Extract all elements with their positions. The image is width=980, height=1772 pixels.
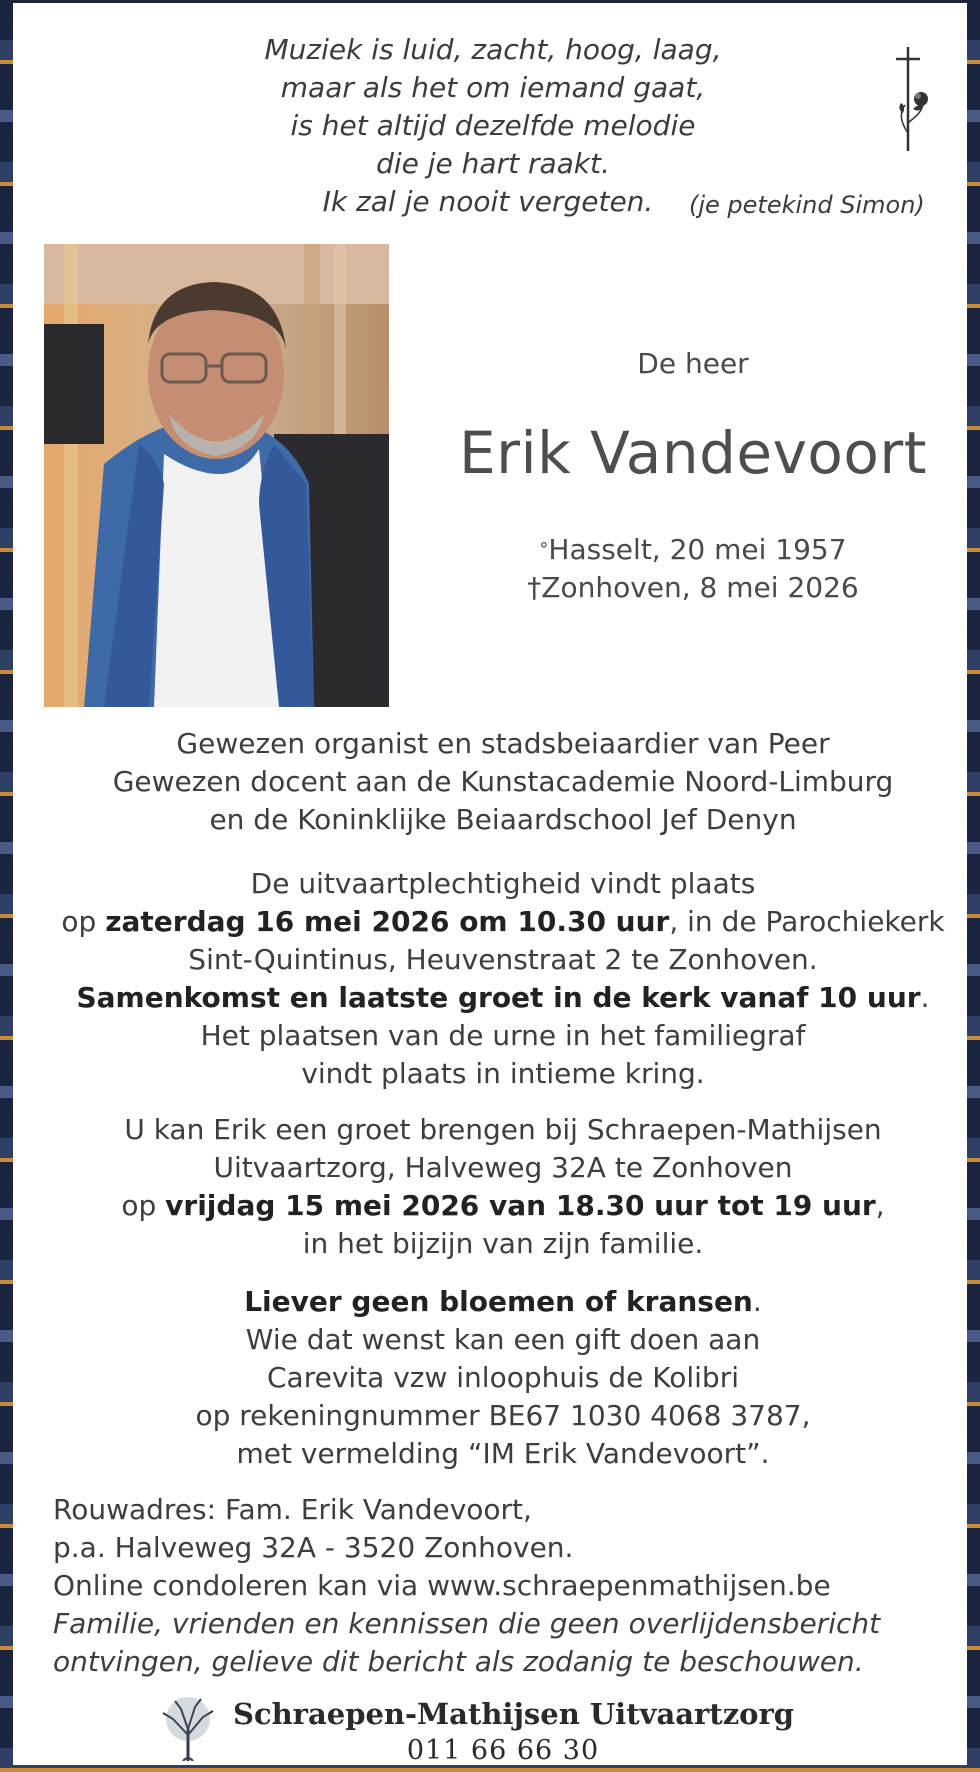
ceremony-line: De uitvaartplechtigheid vindt plaats	[250, 867, 756, 900]
career-section	[33, 725, 973, 839]
ceremony-line: Het plaatsen van de urne in het familiegraf	[200, 1019, 806, 1052]
deceased-name: Erik Vandevoort	[459, 419, 927, 487]
salutation: De heer	[637, 347, 749, 380]
visitation-line: in het bijzijn van zijn familie.	[302, 1227, 704, 1260]
mourning-address-line2: p.a. Halveweg 32A - 3520 Zonhoven.	[53, 1531, 574, 1564]
birth-date: Hasselt, 20 mei 1957	[548, 533, 847, 566]
text-fragment: op	[61, 905, 106, 938]
notice-line: ontvingen, gelieve dit bericht als zodanig te beschouwen.	[53, 1645, 864, 1678]
poem-signature: (je petekind Simon)	[689, 191, 925, 219]
contact-section	[53, 1491, 953, 1681]
text-fragment: ,	[875, 1189, 885, 1222]
poem-line: die je hart raakt.	[376, 147, 610, 180]
poem-line: maar als het om iemand gaat,	[280, 71, 706, 104]
donation-line	[33, 1283, 973, 1321]
notice-line: Familie, vrienden en kennissen die geen overlijdensbericht	[53, 1607, 881, 1640]
donation-line: op rekeningnummer BE67 1030 4068 3787,	[195, 1399, 811, 1432]
portrait-photo	[44, 244, 389, 707]
company-name: Schraepen-Mathijsen Uitvaartzorg	[233, 1697, 795, 1731]
text-fragment: .	[752, 1285, 762, 1318]
cross-rose-icon	[883, 43, 933, 155]
career-line: Gewezen docent aan de Kunstacademie Noord-Limburg	[112, 765, 894, 798]
ceremony-line	[33, 903, 973, 941]
online-condolence: Online condoleren kan via www.schraepenmathijsen.be	[53, 1569, 831, 1602]
career-line: Gewezen organist en stadsbeiaardier van Peer	[176, 727, 830, 760]
visitation-section	[33, 1111, 973, 1263]
text-fragment: .	[920, 981, 930, 1014]
donation-line: met vermelding “IM Erik Vandevoort”.	[236, 1437, 770, 1470]
ceremony-datetime: zaterdag 16 mei 2026 om 10.30 uur	[105, 905, 670, 938]
company-phone: 011 66 66 30	[406, 1735, 600, 1766]
text-fragment: , in de Parochiekerk	[669, 905, 945, 938]
poem-line: Ik zal je nooit vergeten.	[322, 185, 654, 218]
birth-symbol: °	[539, 539, 549, 560]
visitation-datetime: vrijdag 15 mei 2026 van 18.30 uur tot 19 uur	[165, 1189, 876, 1222]
tree-icon	[153, 1695, 223, 1761]
visitation-line: U kan Erik een groet brengen bij Schraepen-Mathijsen	[124, 1113, 882, 1146]
text-fragment: op	[121, 1189, 166, 1222]
ceremony-line: vindt plaats in intieme kring.	[301, 1057, 705, 1090]
ceremony-line: Sint-Quintinus, Heuvenstraat 2 te Zonhoven.	[188, 943, 818, 976]
donations-section	[33, 1283, 973, 1473]
gathering-note: Samenkomst en laatste groet in de kerk vanaf 10 uur	[76, 981, 921, 1014]
donation-line: Wie dat wenst kan een gift doen aan	[245, 1323, 761, 1356]
life-dates	[433, 531, 953, 607]
poem-line: is het altijd dezelfde melodie	[290, 109, 696, 142]
obituary-card	[13, 3, 967, 1765]
no-flowers-note: Liever geen bloemen of kransen	[244, 1285, 753, 1318]
career-line: en de Koninklijke Beiaardschool Jef Denyn	[209, 803, 797, 836]
mourning-address: Rouwadres: Fam. Erik Vandevoort,	[53, 1493, 532, 1526]
visitation-line: Uitvaartzorg, Halveweg 32A te Zonhoven	[213, 1151, 793, 1184]
birth-line	[433, 531, 953, 569]
death-symbol: †	[527, 571, 542, 604]
ceremony-section	[33, 865, 973, 1093]
poem-line: Muziek is luid, zacht, hoog, laag,	[264, 33, 722, 66]
visitation-line	[33, 1187, 973, 1225]
donation-line: Carevita vzw inloophuis de Kolibri	[266, 1361, 739, 1394]
death-line	[433, 569, 953, 607]
ceremony-line	[33, 979, 973, 1017]
death-date: Zonhoven, 8 mei 2026	[541, 571, 859, 604]
